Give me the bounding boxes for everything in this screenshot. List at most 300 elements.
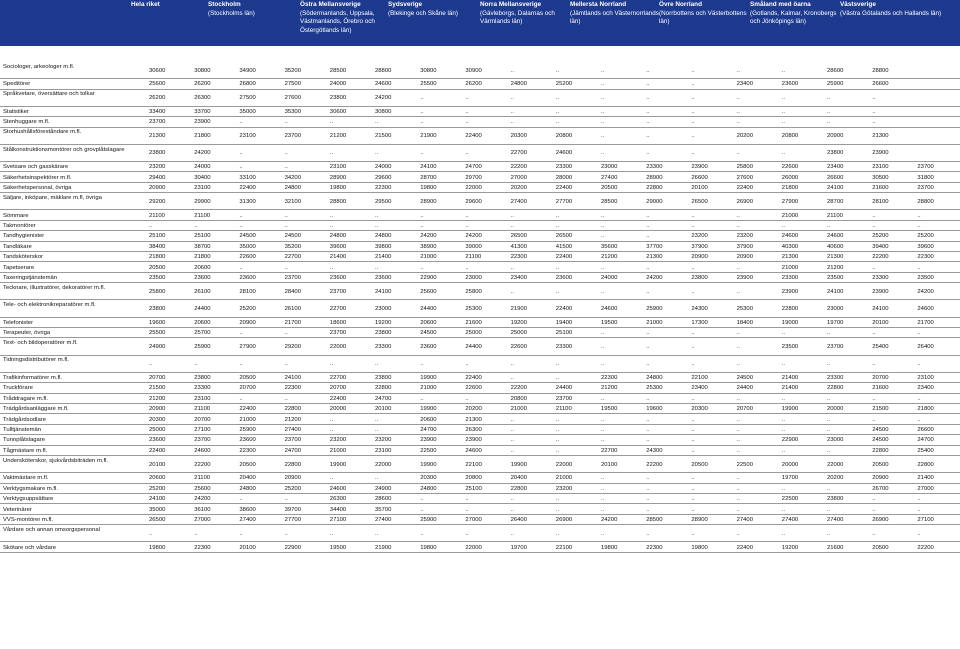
region-counties: (Södermanlands, Uppsala, Västmanlands, Örebro och Östergötlands län) bbox=[300, 10, 375, 34]
salary-cell: 27400 bbox=[827, 517, 844, 524]
table-row bbox=[0, 172, 960, 182]
salary-cell: 19900 bbox=[420, 375, 437, 382]
table-row bbox=[0, 273, 960, 283]
salary-cell: .. bbox=[510, 223, 514, 230]
salary-cell: 23700 bbox=[917, 164, 934, 171]
salary-cell: 20100 bbox=[601, 461, 618, 468]
table-row bbox=[0, 542, 960, 552]
salary-cell: .. bbox=[329, 223, 334, 230]
salary-cell: 20700 bbox=[239, 385, 256, 392]
salary-cell: .. bbox=[736, 264, 740, 271]
salary-cell: 30600 bbox=[149, 67, 166, 74]
salary-cell: 24200 bbox=[194, 496, 211, 503]
salary-cell: 20800 bbox=[781, 133, 799, 140]
salary-cell: .. bbox=[872, 530, 876, 537]
salary-cell: .. bbox=[646, 361, 650, 368]
salary-cell: 24100 bbox=[284, 375, 301, 382]
salary-cell: .. bbox=[420, 95, 424, 102]
salary-cell: 20600 bbox=[194, 319, 211, 326]
salary-cell: .. bbox=[917, 330, 921, 337]
salary-cell: 22300 bbox=[375, 185, 392, 192]
salary-cell: 24700 bbox=[420, 427, 437, 434]
salary-cell: .. bbox=[239, 119, 243, 126]
salary-cell: 22000 bbox=[465, 185, 482, 192]
salary-cell: 27000 bbox=[194, 517, 211, 524]
salary-cell: 21500 bbox=[149, 385, 166, 392]
salary-cell: 20500 bbox=[872, 461, 889, 468]
salary-cell: 39000 bbox=[465, 243, 482, 250]
salary-cell: 24800 bbox=[284, 185, 301, 192]
salary-cell: .. bbox=[736, 119, 740, 126]
region-column-4 bbox=[480, 1, 570, 27]
salary-cell: 21400 bbox=[781, 385, 799, 392]
table-row bbox=[0, 231, 960, 241]
salary-cell: .. bbox=[420, 361, 424, 368]
occupation-name: Vårdare och annan omsorgspersonal bbox=[3, 526, 100, 533]
salary-cell: 27100 bbox=[194, 427, 211, 434]
salary-cell: 24600 bbox=[555, 150, 573, 157]
salary-cell: .. bbox=[420, 119, 424, 126]
salary-cell: 23900 bbox=[872, 288, 889, 295]
salary-cell: .. bbox=[781, 109, 786, 116]
salary-cell: .. bbox=[691, 119, 695, 126]
salary-cell: 24800 bbox=[510, 81, 527, 88]
salary-cell: .. bbox=[736, 530, 740, 537]
salary-cell: 29600 bbox=[465, 198, 482, 205]
salary-cell: .. bbox=[646, 288, 650, 295]
salary-cell: .. bbox=[781, 119, 786, 126]
salary-cell: 26200 bbox=[149, 95, 166, 102]
salary-cell: 25800 bbox=[149, 288, 166, 295]
salary-cell: .. bbox=[872, 416, 876, 423]
salary-cell: 22600 bbox=[781, 164, 799, 171]
salary-cell: 26900 bbox=[872, 517, 889, 524]
salary-cell: 27900 bbox=[781, 198, 799, 205]
salary-cell: 22600 bbox=[465, 385, 482, 392]
salary-cell: 23900 bbox=[465, 437, 482, 444]
salary-cell: .. bbox=[691, 361, 695, 368]
salary-cell: 24000 bbox=[329, 81, 347, 88]
salary-cell: 26300 bbox=[465, 427, 482, 434]
salary-cell: 20900 bbox=[691, 254, 708, 261]
salary-cell: .. bbox=[736, 416, 740, 423]
salary-cell: .. bbox=[601, 496, 605, 503]
salary-cell: .. bbox=[420, 530, 424, 537]
region-counties: (Blekinge och Skåne län) bbox=[388, 10, 459, 18]
salary-cell: .. bbox=[239, 530, 243, 537]
salary-cell: 22800 bbox=[284, 461, 301, 468]
salary-cell: 21800 bbox=[149, 254, 166, 261]
salary-cell: 23300 bbox=[872, 275, 889, 282]
salary-cell: 24500 bbox=[239, 233, 256, 240]
region-counties: (Norrbottens och Västerbottens län) bbox=[659, 10, 747, 26]
occupation-name: Trädgårdsanläggare m.fl. bbox=[3, 406, 69, 413]
salary-cell: .. bbox=[601, 506, 605, 513]
salary-cell: 20900 bbox=[872, 475, 889, 482]
salary-cell: .. bbox=[646, 133, 650, 140]
salary-cell: 24200 bbox=[465, 233, 482, 240]
region-counties: (Gotlands, Kalmar, Kronobergs och Jönköpings län) bbox=[750, 10, 837, 26]
salary-cell: 37700 bbox=[646, 243, 663, 250]
salary-cell: .. bbox=[465, 119, 469, 126]
occupation-name: Sömmare bbox=[3, 212, 29, 219]
salary-cell: .. bbox=[329, 475, 334, 482]
salary-cell: 27000 bbox=[510, 174, 527, 181]
salary-cell: 29200 bbox=[284, 343, 301, 350]
salary-cell: .. bbox=[329, 150, 334, 157]
salary-cell: 23600 bbox=[781, 81, 799, 88]
table-row bbox=[0, 394, 960, 404]
salary-cell: .. bbox=[239, 496, 243, 503]
salary-cell: 20000 bbox=[329, 406, 347, 413]
salary-cell: .. bbox=[375, 416, 379, 423]
salary-cell: 22500 bbox=[781, 496, 799, 503]
salary-cell: 31800 bbox=[917, 174, 934, 181]
salary-cell: .. bbox=[601, 223, 605, 230]
salary-cell: .. bbox=[375, 119, 379, 126]
salary-cell: .. bbox=[646, 81, 650, 88]
salary-cell: 31300 bbox=[239, 198, 256, 205]
region-column-5 bbox=[570, 1, 660, 27]
salary-cell: 26500 bbox=[149, 517, 166, 524]
salary-cell: 39400 bbox=[872, 243, 889, 250]
salary-cell: 28800 bbox=[917, 198, 934, 205]
salary-cell: 21100 bbox=[194, 406, 211, 413]
salary-cell: .. bbox=[555, 427, 560, 434]
salary-cell: .. bbox=[601, 416, 605, 423]
region-column-2 bbox=[300, 1, 390, 35]
salary-cell: 27400 bbox=[510, 198, 527, 205]
salary-cell: 39600 bbox=[917, 243, 934, 250]
table-row bbox=[0, 79, 960, 89]
salary-cell: .. bbox=[917, 496, 921, 503]
salary-cell: .. bbox=[872, 330, 876, 337]
salary-cell: 38700 bbox=[194, 243, 211, 250]
salary-cell: 34900 bbox=[239, 67, 256, 74]
salary-cell: 30900 bbox=[465, 67, 482, 74]
salary-cell: 22200 bbox=[510, 164, 527, 171]
salary-cell: .. bbox=[691, 416, 695, 423]
salary-cell: 19800 bbox=[149, 544, 166, 551]
salary-cell: .. bbox=[375, 223, 379, 230]
salary-cell: 19800 bbox=[601, 544, 618, 551]
salary-cell: 20300 bbox=[149, 416, 166, 423]
salary-cell: .. bbox=[691, 81, 695, 88]
table-row bbox=[0, 283, 960, 300]
table-row bbox=[0, 242, 960, 252]
salary-cell: 26200 bbox=[194, 81, 211, 88]
salary-cell: 27600 bbox=[284, 95, 301, 102]
salary-cell: 21000 bbox=[646, 319, 663, 326]
salary-cell: 25200 bbox=[284, 485, 301, 492]
region-column-6 bbox=[659, 1, 749, 27]
salary-cell: 19200 bbox=[781, 544, 799, 551]
salary-cell: 22000 bbox=[555, 461, 573, 468]
salary-cell: 26200 bbox=[465, 81, 482, 88]
table-row bbox=[0, 515, 960, 525]
salary-cell: .. bbox=[872, 264, 876, 271]
salary-cell: 21400 bbox=[781, 375, 799, 382]
salary-cell: 25500 bbox=[420, 81, 437, 88]
salary-cell: .. bbox=[917, 361, 921, 368]
salary-cell: 29000 bbox=[646, 198, 663, 205]
salary-cell: 23000 bbox=[601, 164, 618, 171]
occupation-name: Trafikinformatörer m.fl. bbox=[3, 375, 63, 382]
salary-cell: .. bbox=[736, 150, 740, 157]
salary-cell: 19200 bbox=[375, 319, 392, 326]
salary-cell: 19800 bbox=[329, 185, 347, 192]
salary-cell: 23300 bbox=[555, 164, 573, 171]
salary-cell: .. bbox=[691, 212, 695, 219]
salary-cell: 28700 bbox=[420, 174, 437, 181]
salary-cell: 27700 bbox=[555, 198, 573, 205]
salary-cell: 24200 bbox=[194, 150, 211, 157]
salary-cell: 21000 bbox=[420, 385, 437, 392]
salary-cell: 41500 bbox=[555, 243, 573, 250]
salary-cell: 21900 bbox=[510, 305, 527, 312]
salary-cell: .. bbox=[736, 361, 740, 368]
salary-cell: 25000 bbox=[510, 330, 527, 337]
salary-cell: .. bbox=[601, 395, 605, 402]
salary-cell: 19900 bbox=[420, 461, 437, 468]
salary-cell: .. bbox=[601, 330, 605, 337]
salary-cell: .. bbox=[510, 447, 514, 454]
salary-cell: 18400 bbox=[736, 319, 753, 326]
salary-cell: .. bbox=[691, 506, 695, 513]
salary-cell: 28800 bbox=[375, 67, 392, 74]
salary-cell: .. bbox=[284, 212, 288, 219]
salary-cell: .. bbox=[510, 506, 514, 513]
salary-cell: 34400 bbox=[329, 506, 347, 513]
salary-cell: .. bbox=[329, 212, 334, 219]
salary-cell: .. bbox=[601, 361, 605, 368]
table-row bbox=[0, 373, 960, 383]
salary-cell: .. bbox=[691, 395, 695, 402]
salary-cell: .. bbox=[555, 447, 560, 454]
salary-cell: .. bbox=[736, 475, 740, 482]
salary-cell: .. bbox=[691, 496, 695, 503]
salary-cell: .. bbox=[736, 223, 740, 230]
salary-cell: 25200 bbox=[239, 305, 256, 312]
salary-cell: .. bbox=[601, 485, 605, 492]
table-row bbox=[0, 338, 960, 355]
occupation-name: Tapetserare bbox=[3, 264, 35, 271]
salary-cell: 21200 bbox=[284, 416, 301, 423]
salary-cell: .. bbox=[646, 485, 650, 492]
salary-cell: 28900 bbox=[420, 198, 437, 205]
occupation-name: Tandhygienister bbox=[3, 233, 45, 240]
salary-cell: .. bbox=[375, 264, 379, 271]
salary-cell: .. bbox=[375, 150, 379, 157]
salary-cell: .. bbox=[646, 427, 650, 434]
salary-cell: 24200 bbox=[917, 288, 934, 295]
salary-cell: .. bbox=[872, 496, 876, 503]
salary-cell: 23000 bbox=[827, 305, 844, 312]
salary-cell: 20200 bbox=[510, 185, 527, 192]
salary-cell: 22400 bbox=[149, 447, 166, 454]
salary-cell: 23100 bbox=[239, 133, 256, 140]
region-name: Småland med öarna bbox=[750, 1, 811, 8]
salary-cell: 23100 bbox=[375, 447, 392, 454]
salary-cell: 22400 bbox=[329, 395, 347, 402]
salary-cell: 24700 bbox=[465, 164, 482, 171]
salary-cell: 20600 bbox=[420, 416, 437, 423]
salary-cell: 25600 bbox=[194, 485, 211, 492]
salary-cell: 40600 bbox=[827, 243, 844, 250]
salary-cell: .. bbox=[420, 212, 424, 219]
salary-cell: .. bbox=[691, 288, 695, 295]
salary-cell: 29700 bbox=[465, 174, 482, 181]
salary-cell: 22600 bbox=[239, 254, 256, 261]
table-row bbox=[0, 435, 960, 445]
salary-cell: .. bbox=[465, 223, 469, 230]
salary-cell: .. bbox=[736, 447, 740, 454]
salary-cell: 26600 bbox=[917, 427, 934, 434]
salary-cell: .. bbox=[691, 330, 695, 337]
salary-cell: 23100 bbox=[872, 164, 889, 171]
salary-cell: 22400 bbox=[555, 185, 573, 192]
salary-cell: 24100 bbox=[375, 288, 392, 295]
salary-cell: 23100 bbox=[194, 395, 211, 402]
salary-cell: 29400 bbox=[149, 174, 166, 181]
occupation-name: Tecknare, illustratörer, dekoratörer m.fl. bbox=[3, 284, 106, 291]
salary-cell: 26700 bbox=[872, 485, 889, 492]
salary-cell: 25100 bbox=[465, 485, 482, 492]
salary-cell: 23900 bbox=[194, 119, 211, 126]
table-row bbox=[0, 494, 960, 504]
salary-cell: 24700 bbox=[917, 437, 934, 444]
salary-cell: .. bbox=[601, 288, 605, 295]
salary-cell: .. bbox=[736, 496, 740, 503]
salary-cell: 25700 bbox=[194, 330, 211, 337]
salary-cell: .. bbox=[917, 223, 921, 230]
salary-cell: 33400 bbox=[149, 109, 166, 116]
salary-cell: .. bbox=[646, 67, 650, 74]
salary-cell: 30400 bbox=[194, 174, 211, 181]
salary-cell: .. bbox=[149, 530, 153, 537]
salary-cell: 21700 bbox=[917, 319, 934, 326]
salary-cell: .. bbox=[284, 496, 288, 503]
salary-cell: .. bbox=[239, 395, 243, 402]
salary-cell: 22000 bbox=[465, 544, 482, 551]
salary-cell: .. bbox=[375, 530, 379, 537]
salary-cell: .. bbox=[284, 119, 288, 126]
salary-cell: 39600 bbox=[329, 243, 347, 250]
salary-cell: 27400 bbox=[601, 174, 618, 181]
salary-cell: .. bbox=[239, 150, 243, 157]
salary-cell: 21900 bbox=[420, 133, 437, 140]
salary-cell: .. bbox=[872, 361, 876, 368]
salary-cell: 35000 bbox=[239, 109, 256, 116]
salary-cell: .. bbox=[239, 330, 243, 337]
salary-cell: .. bbox=[646, 223, 650, 230]
occupation-name: Tågmästare m.fl. bbox=[3, 447, 48, 454]
salary-cell: .. bbox=[691, 67, 695, 74]
salary-cell: .. bbox=[601, 530, 605, 537]
occupation-name: Truckförare bbox=[3, 385, 33, 392]
salary-cell: .. bbox=[601, 95, 605, 102]
salary-cell: .. bbox=[239, 223, 243, 230]
salary-cell: 25900 bbox=[239, 427, 256, 434]
salary-cell: 20700 bbox=[872, 375, 889, 382]
salary-cell: .. bbox=[601, 212, 605, 219]
salary-cell: 21900 bbox=[375, 544, 392, 551]
region-counties: (Jämtlands och Västernorrlands län) bbox=[570, 10, 659, 26]
salary-cell: 23300 bbox=[555, 343, 573, 350]
salary-cell: .. bbox=[781, 361, 786, 368]
salary-cell: .. bbox=[646, 233, 650, 240]
salary-cell: .. bbox=[329, 530, 334, 537]
salary-cell: 21300 bbox=[781, 254, 799, 261]
salary-cell: 23500 bbox=[917, 275, 934, 282]
salary-cell: 28800 bbox=[329, 198, 347, 205]
salary-cell: .. bbox=[827, 330, 831, 337]
salary-cell: .. bbox=[239, 361, 243, 368]
salary-cell: 33700 bbox=[194, 109, 211, 116]
salary-cell: 28900 bbox=[646, 174, 663, 181]
region-name: Övre Norrland bbox=[659, 1, 702, 8]
salary-cell: .. bbox=[736, 427, 740, 434]
salary-cell: 20200 bbox=[465, 406, 482, 413]
salary-cell: .. bbox=[555, 361, 560, 368]
salary-cell: 25100 bbox=[194, 233, 211, 240]
salary-cell: .. bbox=[601, 133, 605, 140]
salary-cell: 19500 bbox=[601, 319, 618, 326]
salary-cell: 23900 bbox=[420, 437, 437, 444]
salary-cell: .. bbox=[827, 530, 831, 537]
salary-cell: 24700 bbox=[284, 447, 301, 454]
salary-cell: 19700 bbox=[781, 475, 799, 482]
salary-cell: .. bbox=[601, 233, 605, 240]
salary-cell: .. bbox=[420, 395, 424, 402]
salary-cell: 27500 bbox=[239, 95, 256, 102]
salary-cell: .. bbox=[510, 288, 514, 295]
salary-cell: 27900 bbox=[239, 343, 256, 350]
salary-cell: 26400 bbox=[510, 517, 527, 524]
salary-cell: .. bbox=[555, 437, 560, 444]
salary-cell: 35700 bbox=[375, 506, 392, 513]
occupation-name: Verktygsuppsättare bbox=[3, 496, 54, 503]
salary-cell: 25900 bbox=[827, 81, 844, 88]
salary-cell: 23400 bbox=[827, 164, 844, 171]
salary-cell: .. bbox=[827, 485, 831, 492]
salary-cell: .. bbox=[465, 109, 469, 116]
salary-cell: .. bbox=[872, 119, 876, 126]
occupation-name: Terapeuter, övriga bbox=[3, 330, 51, 337]
salary-cell: .. bbox=[827, 447, 831, 454]
salary-cell: 21100 bbox=[194, 475, 211, 482]
salary-cell: 22900 bbox=[420, 275, 437, 282]
salary-cell: 21100 bbox=[194, 212, 211, 219]
salary-cell: 38900 bbox=[420, 243, 437, 250]
salary-cell: .. bbox=[601, 427, 605, 434]
salary-cell: .. bbox=[691, 485, 695, 492]
table-row bbox=[0, 456, 960, 473]
salary-cell: 26600 bbox=[827, 174, 844, 181]
salary-cell: 23700 bbox=[555, 395, 573, 402]
salary-cell: .. bbox=[601, 81, 605, 88]
region-name: Västsverige bbox=[840, 1, 876, 8]
salary-cell: 20900 bbox=[149, 185, 166, 192]
salary-cell: 22700 bbox=[284, 254, 301, 261]
region-counties: (Stockholms län) bbox=[208, 10, 255, 18]
salary-cell: 22100 bbox=[691, 375, 708, 382]
salary-cell: 21000 bbox=[239, 416, 256, 423]
salary-cell: .. bbox=[691, 223, 695, 230]
salary-cell: 23600 bbox=[149, 437, 166, 444]
salary-cell: .. bbox=[646, 475, 650, 482]
salary-cell: 22400 bbox=[555, 305, 573, 312]
